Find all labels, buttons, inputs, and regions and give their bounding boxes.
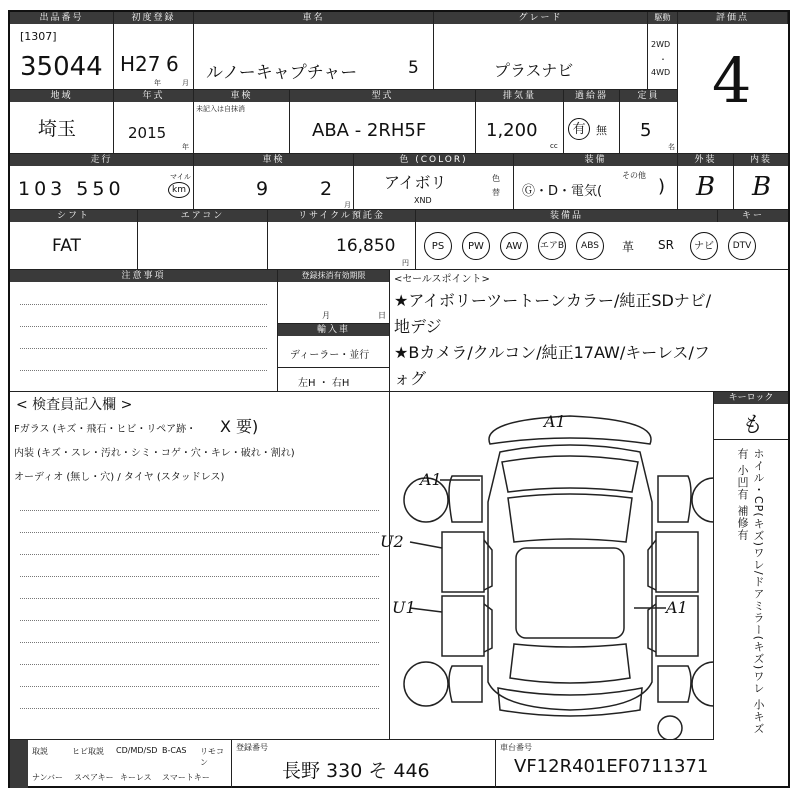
mark-a1-right: A1 — [666, 598, 688, 617]
displacement: 1,200 — [486, 120, 538, 141]
mark-a1-front: A1 — [544, 412, 566, 431]
reg-year-cell — [114, 24, 194, 90]
item-spare-key: スペアキー — [74, 773, 114, 782]
mark-u1: U1 — [392, 598, 416, 617]
import-value: ディーラー・並行 — [290, 350, 370, 361]
lot-header: 出品番号 — [10, 12, 114, 24]
color-code: XND — [414, 196, 432, 205]
option-ps-icon: PS — [424, 232, 452, 260]
auction-sheet — [8, 10, 790, 788]
sales-line-2: 地デジ — [394, 317, 442, 336]
score-header: 評価点 — [678, 12, 788, 24]
plate: 長野 330 そ 446 — [282, 760, 430, 782]
item-number: ナンバー — [32, 773, 64, 782]
color: アイボリ — [384, 173, 447, 192]
displacement-cell — [476, 102, 564, 154]
sales-cell — [390, 270, 788, 392]
inspector-line-3: オーディオ (無し・穴) / タイヤ (スタッドレス) — [14, 472, 225, 483]
mark-u2: U2 — [380, 532, 404, 551]
option-airbag-icon: エアB — [538, 232, 566, 260]
model-year-header: 年式 — [114, 90, 194, 102]
equipment-close: ) — [658, 176, 666, 197]
key-lock-cell — [714, 404, 788, 440]
notes-cell — [10, 282, 278, 392]
model-type: ABA - 2RH5F — [312, 120, 427, 141]
key-header: キー — [718, 210, 788, 222]
car-name: ルノーキャプチャー — [206, 63, 358, 83]
model-year: 2015 — [128, 124, 167, 142]
int-cell — [734, 166, 788, 210]
color-cell — [354, 166, 514, 210]
item-remote: リモコン — [200, 747, 224, 767]
period-note: 未記入は自抹消 — [196, 105, 245, 113]
recycle-fee: 16,850 — [336, 236, 396, 256]
mileage: 103 550 — [18, 178, 125, 200]
car-diagram — [390, 392, 714, 740]
item-smart-key: スマートキー — [162, 773, 210, 782]
model-year-cell — [114, 102, 194, 154]
footer-items — [28, 740, 232, 788]
inspector-cell — [10, 392, 390, 740]
type-header: 型式 — [290, 90, 476, 102]
score: 4 — [712, 44, 752, 117]
options-header: 装備品 — [416, 210, 718, 222]
auction-code: [1307] — [20, 30, 57, 43]
int-header: 内装 — [734, 154, 788, 166]
sales-line-3: ★Bカメラ/クルコン/純正17AW/キーレス/フ — [394, 343, 710, 362]
period-month: 2 — [320, 178, 333, 200]
sales-line-4: ォグ — [394, 369, 427, 388]
car-name-header: 車名 — [194, 12, 434, 24]
reg-year-header: 初度登録 — [114, 12, 194, 24]
option-navi-icon: ナビ — [690, 232, 718, 260]
grade: プラスナビ — [494, 61, 574, 80]
turbo-header: 過給器 — [564, 90, 620, 102]
grade-header: グレード — [434, 12, 648, 24]
drive-sep: ・ — [659, 55, 667, 64]
period-cell — [194, 102, 290, 154]
vin-label: 車台番号 — [500, 743, 532, 752]
ac-header: エアコン — [138, 210, 268, 222]
turbo-cell — [564, 102, 620, 154]
mileage-cell — [10, 166, 194, 210]
drive-cell — [648, 24, 678, 90]
item-manual-2: ヒビ取説 — [72, 747, 104, 756]
model-year-unit: 年 — [182, 143, 189, 151]
capacity-cell — [620, 102, 678, 154]
drive-4wd: 4WD — [651, 68, 671, 77]
capacity: 5 — [640, 120, 652, 141]
item-cd: CD/MD/SD — [116, 746, 158, 755]
cc-unit: cc — [550, 142, 558, 150]
reg-expiry-cell — [278, 282, 390, 324]
drive-header: 駆動 — [648, 12, 678, 24]
handle-cell — [278, 368, 390, 392]
period-month-unit: 月 — [344, 201, 351, 209]
turbo-no: 無 — [596, 124, 607, 137]
lot-cell — [10, 24, 114, 90]
int-grade: B — [752, 172, 772, 202]
doors: 5 — [408, 58, 419, 78]
plate-label: 登録番号 — [236, 743, 268, 752]
mileage-header: 走行 — [10, 154, 194, 166]
inspector-line-1: Fガラス (キズ・飛石・ヒビ・リペア跡・ — [14, 424, 197, 435]
shift-cell — [10, 222, 138, 270]
item-bcas: B-CAS — [162, 746, 187, 755]
key-lock-mark: も — [740, 413, 763, 438]
reg-year: H27 — [120, 52, 161, 76]
vin-cell — [496, 740, 788, 788]
car-diagram-area — [380, 392, 714, 740]
color-side: 色替 — [492, 174, 500, 197]
color-header: 色 (COLOR) — [354, 154, 514, 166]
month-unit: 月 — [182, 79, 189, 87]
equipment-other: その他 — [622, 171, 646, 180]
sales-header: <セールスポイント> — [394, 274, 490, 285]
ac-cell — [138, 222, 268, 270]
reg-day-unit: 日 — [378, 311, 386, 320]
option-leather: 革 — [622, 240, 635, 254]
grade-cell — [434, 24, 648, 90]
period-year: 9 — [256, 178, 269, 200]
equipment-cell — [514, 166, 678, 210]
period-header: 車検 — [194, 90, 290, 102]
option-abs-icon: ABS — [576, 232, 604, 260]
km-label: km — [168, 182, 190, 198]
side-text: ホイル・CP(キズ)ワレ/ドアミラー(キズ)ワレ 小キズ有 小凹有 補修有 — [736, 448, 765, 735]
score-cell — [678, 24, 788, 154]
ext-grade: B — [696, 172, 716, 202]
option-aw-icon: AW — [500, 232, 528, 260]
item-keyless: キーレス — [120, 773, 152, 782]
mark-a1-fender: A1 — [420, 470, 442, 489]
lot-number: 35044 — [20, 52, 103, 82]
period-year-header: 車検 — [194, 154, 354, 166]
key-lock-header: キーロック — [714, 392, 788, 404]
equipment: Ⓖ・D・電気( — [522, 184, 603, 199]
capacity-unit: 名 — [668, 143, 675, 151]
inspector-line-2: 内装 (キズ・スレ・汚れ・シミ・コゲ・穴・キレ・破れ・割れ) — [14, 448, 295, 459]
turbo-yes: 有 — [568, 118, 590, 140]
item-manual: 取説 — [32, 747, 48, 756]
yen-unit: 円 — [402, 259, 409, 267]
region-header: 地域 — [10, 90, 114, 102]
displacement-header: 排気量 — [476, 90, 564, 102]
mile-label: マイル — [170, 173, 191, 181]
reg-month-unit: 月 — [322, 311, 330, 320]
handle: 左H ・ 右H — [298, 378, 350, 389]
ext-header: 外装 — [678, 154, 734, 166]
import-cell — [278, 336, 390, 368]
options-cell — [416, 222, 788, 270]
type-cell — [290, 102, 476, 154]
inspector-header: < 検査員記入欄 > — [16, 397, 133, 413]
capacity-header: 定員 — [620, 90, 678, 102]
region: 埼玉 — [38, 118, 77, 140]
footer — [10, 740, 788, 788]
option-pw-icon: PW — [462, 232, 490, 260]
recycle-header: リサイクル預託金 — [268, 210, 416, 222]
ext-cell — [678, 166, 734, 210]
period-year-cell — [194, 166, 354, 210]
year-unit: 年 — [154, 79, 161, 87]
car-name-cell — [194, 24, 434, 90]
reg-expiry-header: 登録抹消有効期限 — [278, 270, 390, 282]
vin: VF12R401EF0711371 — [514, 756, 709, 777]
option-dtv-icon: DTV — [728, 232, 756, 260]
shift-header: シフト — [10, 210, 138, 222]
equipment-header: 装備 — [514, 154, 678, 166]
footer-label-bar — [10, 740, 28, 788]
region-cell — [10, 102, 114, 154]
option-sunroof: SR — [658, 238, 674, 252]
recycle-cell — [268, 222, 416, 270]
sales-line-1: ★アイボリーツートーンカラー/純正SDナビ/ — [394, 291, 712, 310]
reg-month: 6 — [166, 52, 179, 76]
shift: FAT — [52, 236, 81, 256]
drive-2wd: 2WD — [651, 40, 671, 49]
plate-cell — [232, 740, 496, 788]
inspector-line-1-mark: X 要) — [220, 417, 259, 436]
import-header: 輸入車 — [278, 324, 390, 336]
notes-header: 注意事項 — [10, 270, 278, 282]
